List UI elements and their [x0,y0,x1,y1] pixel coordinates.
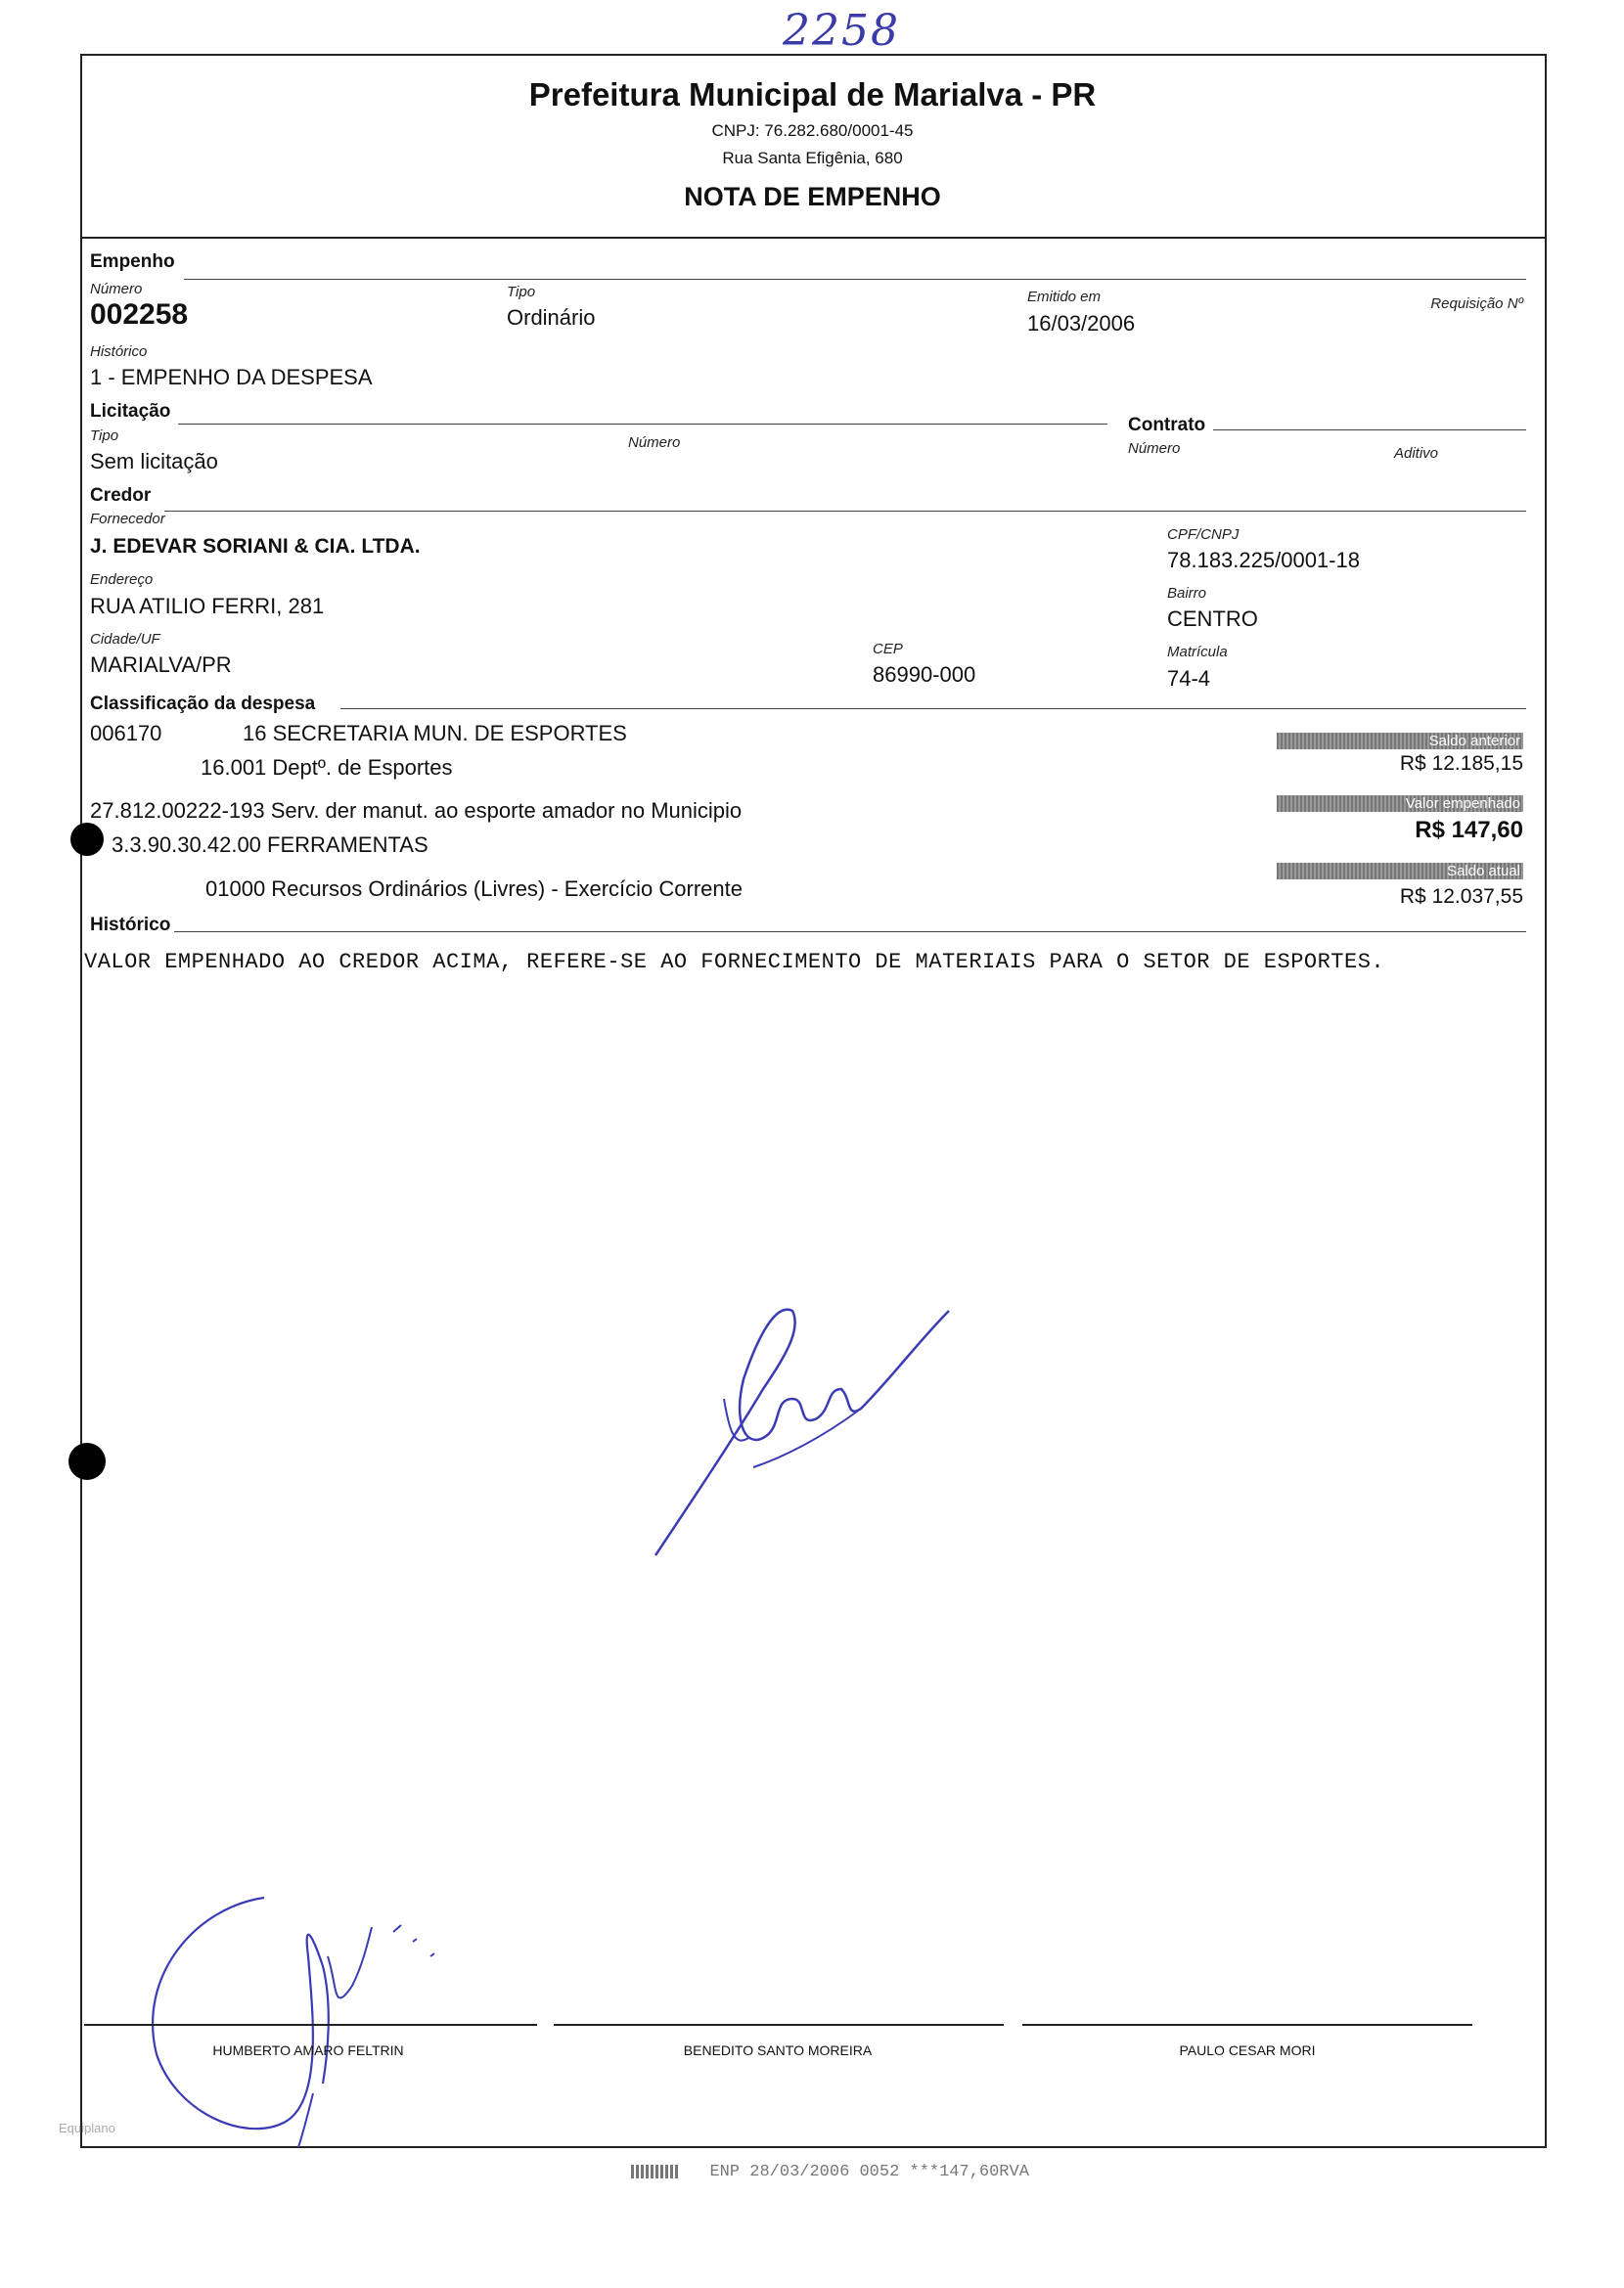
valor-empenhado-label: Valor empenhado [1277,795,1523,812]
matricula-label: Matrícula [1167,644,1228,660]
fornecedor-label: Fornecedor [90,511,165,527]
cep-label: CEP [873,641,903,657]
page-title: Prefeitura Municipal de Marialva - PR [528,76,1097,112]
contrato-section-title: Contrato [1128,415,1206,435]
emitido-date: 16/03/2006 [1027,311,1136,336]
classificacao-secretaria: 16 SECRETARIA MUN. DE ESPORTES [243,721,627,745]
signature-line [554,2024,1004,2026]
licitacao-tipo: Sem licitação [90,449,218,473]
credor-divider [164,511,1526,512]
emitido-label: Emitido em [1027,289,1102,305]
empenho-section-title: Empenho [90,251,175,272]
bairro-label: Bairro [1167,585,1207,602]
licitacao-divider [178,424,1107,425]
historico-section-title: Histórico [90,915,171,935]
saldo-anterior-value: R$ 12.185,15 [1399,752,1523,775]
signature-scribble [636,1291,969,1585]
software-credit: Equiplano [59,2121,115,2135]
classificacao-codigo: 006170 [90,721,162,745]
historico-text: VALOR EMPENHADO AO CREDOR ACIMA, REFERE-SE AO FORNECIMENTO DE MATERIAIS PARA O SETOR DE ESPORTES. [84,950,1385,974]
contrato-divider [1213,429,1526,430]
empenho-tipo: Ordinário [507,305,596,330]
signature-scribble-left [137,1859,499,2152]
cidade-label: Cidade/UF [90,631,160,648]
empenho-historico-label: Histórico [90,343,148,360]
contrato-aditivo-label: Aditivo [1394,445,1439,462]
cep-value: 86990-000 [873,662,976,687]
bairro-value: CENTRO [1167,606,1258,631]
handwritten-number: 2258 [783,6,900,56]
stamp-icon [631,2165,678,2178]
signature-line [1022,2024,1472,2026]
matricula-value: 74-4 [1167,666,1211,691]
classificacao-section-title: Classificação da despesa [90,694,316,714]
saldo-anterior-label: Saldo anterior [1277,733,1523,749]
empenho-tipo-label: Tipo [507,284,536,300]
signatory-name: BENEDITO SANTO MOREIRA [683,2042,873,2058]
cpf-cnpj-value: 78.183.225/0001-18 [1167,548,1360,572]
requisicao-label: Requisição Nº [1430,295,1523,312]
punch-hole [70,823,104,856]
cidade-value: MARIALVA/PR [90,652,232,677]
header-divider [80,237,1545,239]
empenho-numero: 002258 [90,298,189,331]
classificacao-elemento: 3.3.90.30.42.00 FERRAMENTAS [112,832,429,857]
document-type-title: NOTA DE EMPENHO [684,182,941,211]
classificacao-divider [340,708,1526,709]
classificacao-recurso: 01000 Recursos Ordinários (Livres) - Exercício Corrente [205,876,743,901]
header-cnpj: CNPJ: 76.282.680/0001-45 [711,121,914,140]
licitacao-section-title: Licitação [90,401,171,422]
cpf-cnpj-label: CPF/CNPJ [1167,526,1240,543]
classificacao-departamento: 16.001 Deptº. de Esportes [201,755,453,780]
header-address: Rua Santa Efigênia, 680 [722,149,903,167]
empenho-divider [184,279,1526,280]
signature-line [84,2024,537,2026]
empenho-historico: 1 - EMPENHO DA DESPESA [90,365,373,389]
classificacao-programa: 27.812.00222-193 Serv. der manut. ao esporte amador no Municipio [90,798,743,823]
endereco-label: Endereço [90,571,154,588]
saldo-atual-label: Saldo atual [1277,863,1523,879]
signatory-name: PAULO CESAR MORI [1179,2042,1316,2058]
signatory-name: HUMBERTO AMARO FELTRIN [212,2042,404,2058]
licitacao-numero-label: Número [628,434,681,451]
saldo-atual-value: R$ 12.037,55 [1399,885,1523,908]
fornecedor-name: J. EDEVAR SORIANI & CIA. LTDA. [90,535,421,558]
punch-hole [68,1443,106,1480]
licitacao-tipo-label: Tipo [90,427,119,444]
endereco-value: RUA ATILIO FERRI, 281 [90,594,325,618]
empenho-numero-label: Número [90,281,143,297]
valor-empenhado-value: R$ 147,60 [1415,817,1523,843]
stamp-text: ENP 28/03/2006 0052 ***147,60RVA [709,2163,1029,2181]
historico-divider [174,931,1526,932]
contrato-numero-label: Número [1128,440,1181,457]
credor-section-title: Credor [90,485,152,506]
print-stamp [631,2163,1029,2181]
